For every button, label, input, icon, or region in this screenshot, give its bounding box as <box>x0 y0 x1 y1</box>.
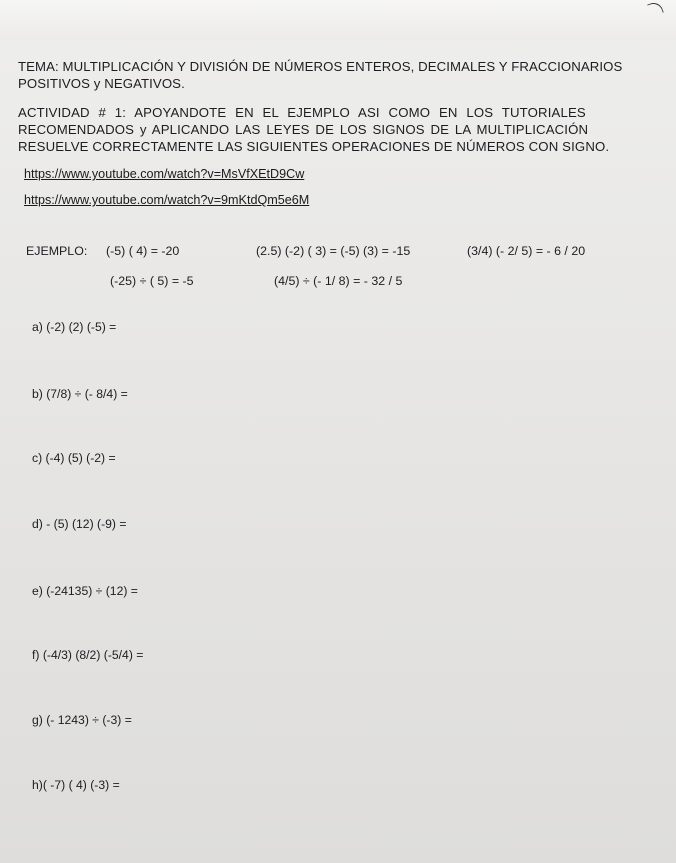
tutorial-link-1[interactable]: https://www.youtube.com/watch?v=MsVfXEtD9Cw <box>24 167 305 181</box>
problem-h: h)( -7) ( 4) (-3) = <box>32 778 120 792</box>
example-1: (-5) ( 4) = -20 <box>106 244 180 258</box>
worksheet-title <box>18 58 676 92</box>
paper-fold <box>0 0 676 40</box>
problem-f: f) (-4/3) (8/2) (-5/4) = <box>32 648 144 662</box>
example-2: (2.5) (-2) ( 3) = (-5) (3) = -15 <box>256 244 411 258</box>
problem-g: g) (- 1243) ÷ (-3) = <box>32 713 132 727</box>
problem-d: d) - (5) (12) (-9) = <box>32 517 127 531</box>
title-line-1: TEMA: MULTIPLICACIÓN Y DIVISIÓN DE NÚMEROS ENTEROS, DECIMALES Y FRACCIONARIOS <box>18 59 623 74</box>
title-line-2: POSITIVOS y NEGATIVOS. <box>18 76 185 91</box>
example-5: (4/5) ÷ (- 1/ 8) = - 32 / 5 <box>274 274 403 288</box>
activity-line-1: ACTIVIDAD # 1: APOYANDOTE EN EL EJEMPLO ASI COMO EN LOS TUTORIALES <box>18 105 586 120</box>
example-3: (3/4) (- 2/ 5) = - 6 / 20 <box>467 244 586 258</box>
problem-c: c) (-4) (5) (-2) = <box>32 451 116 465</box>
activity-line-2: RECOMENDADOS y APLICANDO LAS LEYES DE LOS SIGNOS DE LA MULTIPLICACIÓN <box>18 122 589 137</box>
activity-instructions <box>18 104 676 155</box>
problem-b: b) (7/8) ÷ (- 8/4) = <box>32 387 128 401</box>
example-label: EJEMPLO: <box>26 244 88 258</box>
problem-a: a) (-2) (2) (-5) = <box>32 320 117 334</box>
tutorial-link-2[interactable]: https://www.youtube.com/watch?v=9mKtdQm5e6M <box>24 193 310 207</box>
problem-e: e) (-24135) ÷ (12) = <box>32 584 138 598</box>
example-4: (-25) ÷ ( 5) = -5 <box>110 274 194 288</box>
activity-line-3: RESUELVE CORRECTAMENTE LAS SIGUIENTES OPERACIONES DE NÚMEROS CON SIGNO. <box>18 139 610 154</box>
